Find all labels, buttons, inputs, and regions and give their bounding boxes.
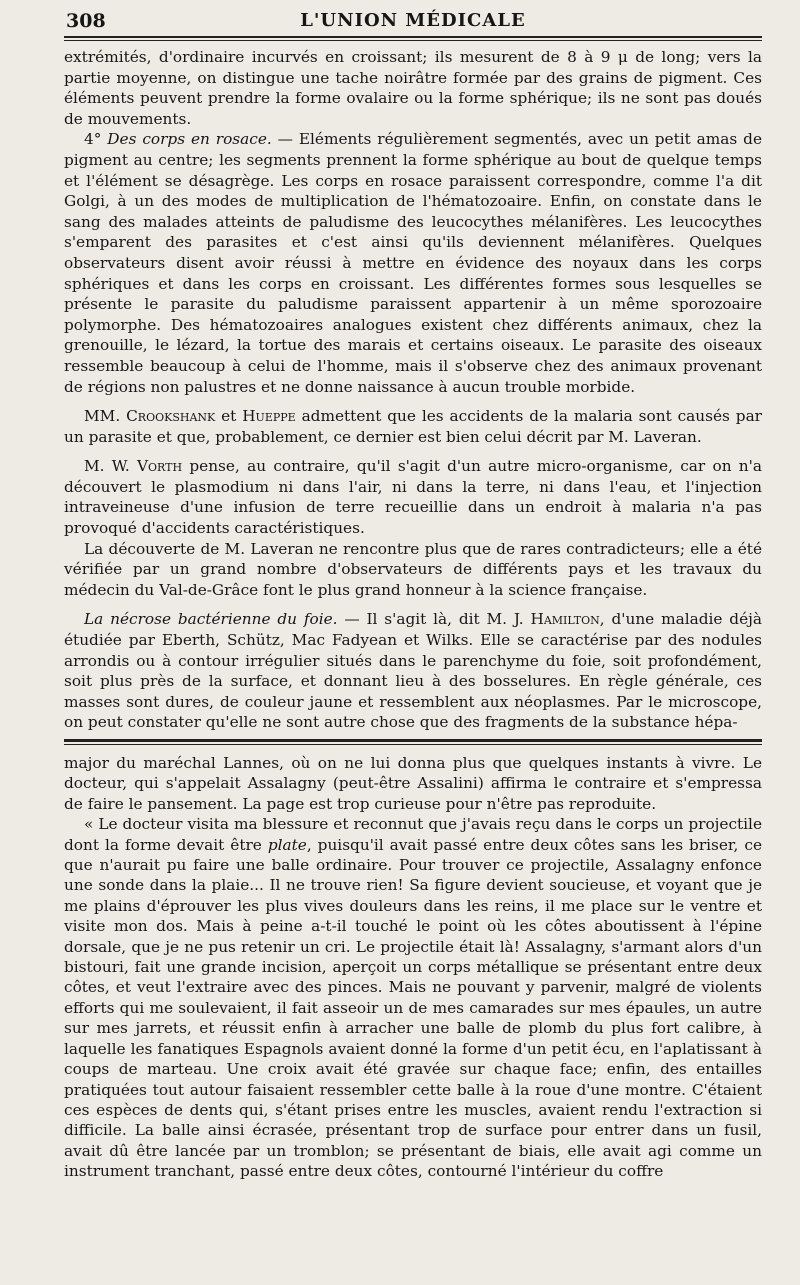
paragraph-crookshank-prefix: MM. bbox=[84, 407, 127, 426]
feuilleton-body bbox=[64, 753, 762, 1182]
paragraph-croissant: extrémités, d'ordinaire incurvés en croissant; ils mesurent de 8 à 9 μ de long; vers la partie moyenne, on distingue une tache noirâtre formée par des grains de pigment. Ces éléments peuvent prendre la forme ovalaire ou la forme sphérique; ils ne sont pas doués de mouvements. bbox=[64, 48, 762, 128]
paragraph-necrose-text: , d'une maladie déjà étudiée par Eberth, Schütz, Mac Fadyean et Wilks. Elle se caractérise par des nodules arrondis ou à contour irrégulier situés dans le parenchyme du foie, soit profondément, soit plus près de la surface, et donnant lieu à des bosselures. En règle générale, ces masses sont dures, de couleur jaune et ressemblent aux néoplasmes. Par le microscope, on peut constater qu'elle ne sont autre chose que des fragments de la substance hépa- bbox=[64, 610, 762, 732]
paragraph-rosace bbox=[64, 129, 762, 397]
paragraph-necrose bbox=[64, 609, 762, 733]
feuilleton-quote-rest: , puisqu'il avait passé entre deux côtes sans les briser, ce que n'aurait pu faire une balle ordinaire. Pour trouver ce projectile, Assalagny enfonce une sonde dans la plaie... Il ne trouve rien! Sa figure devient soucieuse, et voyant que je me plains d'éprouver les plus vives douleurs dans les reins, il me place sur le ventre et visite mon dos. Mais à peine a-t-il touché le point où les côtes aboutissent à l'épine dorsale, que je ne pus retenir un cri. Le projectile était là! Assalagny, s'armant alors d'un bistouri, fait une grande incision, aperçoit un corps métallique se présentant entre deux côtes, et veut l'extraire avec des pinces. Mais ne pouvant y parvenir, malgré de violents efforts qui me soulevaient, il fait asseoir un de mes camarades sur mes épaules, un autre sur mes jarrets, et réussit enfin à arracher une balle de plomb du plus fort calibre, à laquelle les fanatiques Espagnols avaient donné la forme d'un petit écu, en l'aplatissant à coups de marteau. Une croix avait été gravée sur chaque face; enfin, des entailles pratiquées tout autour faisaient ressembler cette balle à la roue d'une montre. C'étaient ces espèces de dents qui, s'étant prises entre les muscles, avaient rendu l'extraction si difficile. La balle ainsi écrasée, présentant trop de surface pour entrer dans un fusil, avait dû être lancée par un tromblon; se présentant de biais, elle avait agi comme un instrument tranchant, passé entre deux côtes, contourné l'intérieur du coffre bbox=[64, 835, 763, 1181]
feuilleton-quote-italic: plate bbox=[267, 835, 307, 854]
header-rule bbox=[64, 36, 762, 41]
section-heading-rosace: Des corps en rosace. bbox=[107, 130, 272, 149]
section-heading-necrose: La nécrose bactérienne du foie. bbox=[84, 610, 338, 629]
article-body bbox=[64, 47, 762, 733]
running-title: L'UNION MÉDICALE bbox=[300, 10, 526, 31]
feuilleton-paragraph-lannes: major du maréchal Lannes, où on ne lui donna plus que quelques instants à vivre. Le docteur, qui s'appelait Assalagny (peut-être Assalini) affirma le contraire et s'empressa de faire le pansement. La page est trop curieuse pour n'être pas reproduite. bbox=[64, 754, 762, 813]
paragraph-vorth-text: pense, au contraire, qu'il s'agit d'un autre micro-organisme, car on n'a découvert le plasmodium ni dans l'air, ni dans la terre, ni dans l'eau, et l'injection intraveineuse d'une infusion de terre recueillie dans un endroit à malaria n'a pas provoqué d'accidents caractéristiques. bbox=[64, 457, 762, 538]
paragraph-vorth bbox=[64, 456, 762, 538]
author-hueppe: Hueppe bbox=[242, 407, 296, 426]
page-header bbox=[64, 6, 762, 34]
feuilleton-paragraph-quote bbox=[64, 814, 762, 1181]
feuilleton-separator bbox=[64, 739, 762, 745]
paragraph-crookshank-conj: et bbox=[215, 407, 243, 426]
author-vorth: Vorth bbox=[136, 457, 183, 476]
feuilleton-quote-start: « Le docteur visita ma blessure et reconnut que j'avais reçu dans le corps un projectile dont la forme devait être bbox=[64, 815, 762, 854]
paragraph-crookshank bbox=[64, 406, 762, 447]
section-number: 4° bbox=[84, 130, 108, 149]
author-hamilton: Hamilton bbox=[530, 610, 600, 629]
author-crookshank: Crookshank bbox=[126, 407, 216, 426]
paragraph-crookshank-text: admettent que les accidents de la malaria sont causés par un parasite et que, probablement, ce dernier est bien celui décrit par M. Laveran. bbox=[64, 407, 762, 446]
paragraph-necrose-prefix: — Il s'agit là, dit M. J. bbox=[337, 610, 531, 629]
paragraph-vorth-prefix: M. W. bbox=[84, 457, 137, 476]
paragraph-rosace-text: — Eléments régulièrement segmentés, avec un petit amas de pigment au centre; les segments prennent la forme sphérique au bout de quelque temps et l'élément se désagrège. Les corps en rosace paraissent correspondre, comme l'a dit Golgi, à un des modes de multiplication de l'hématozoaire. Enfin, on constate dans le sang des malades atteints de paludisme des leucocythes mélanifères. Les leucocythes s'emparent des parasites et c'est ainsi qu'ils deviennent mélanifères. Quelques observateurs disent avoir réussi à mettre en évidence des noyaux dans les corps sphériques et dans les corps en croissant. Les différentes formes sous lesquelles se présente le parasite du paludisme paraissent appartenir à un même sporozoaire polymorphe. Des hématozoaires analogues existent chez différents animaux, chez la grenouille, le lézard, la tortue des marais et certains oiseaux. Le parasite des oiseaux ressemble beaucoup à celui de l'homme, mais il s'observe chez des animaux provenant de régions non palustres et ne donne naissance à aucun trouble morbide. bbox=[64, 130, 762, 396]
page-number: 308 bbox=[66, 10, 106, 32]
paragraph-laveran: La découverte de M. Laveran ne rencontre plus que de rares contradicteurs; elle a été vérifiée par un grand nombre d'observateurs de différents pays et les travaux du médecin du Val-de-Grâce font le plus grand honneur à la science française. bbox=[64, 539, 762, 599]
